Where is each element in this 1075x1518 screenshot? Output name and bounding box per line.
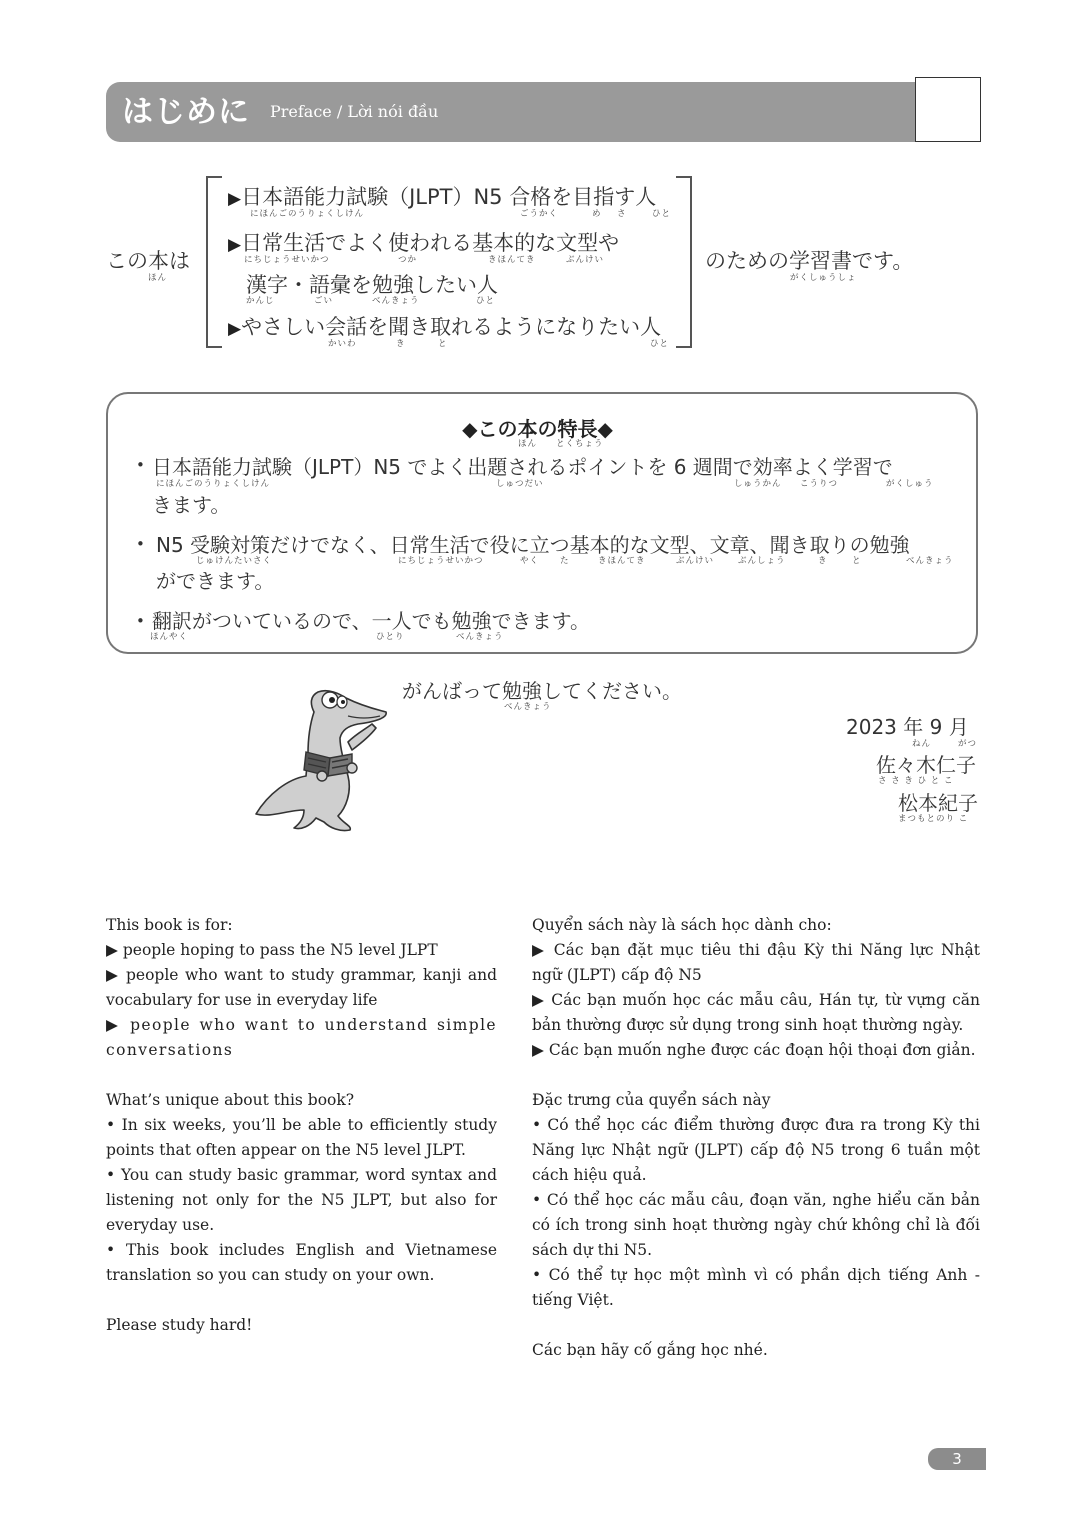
author-2: 松本紀子 (898, 791, 978, 815)
header-corner-box (915, 77, 981, 142)
triangle-marker-icon: ▶ (532, 1041, 544, 1059)
bullet-icon: • (136, 612, 145, 630)
bullet-icon: • (136, 535, 145, 553)
triangle-marker-icon: ▶ (106, 1016, 122, 1034)
bullet-icon: • (106, 1166, 116, 1184)
english-item-2 (106, 963, 497, 1013)
furigana: がつ (958, 739, 978, 749)
page-number: 3 (952, 1450, 962, 1468)
english-unique-1 (106, 1113, 497, 1163)
furigana: ひと (652, 209, 672, 219)
furigana: きほんてき (598, 556, 646, 566)
furigana: た (560, 556, 570, 566)
vietnamese-unique-3 (532, 1263, 980, 1313)
english-unique-text: You can study basic grammar, word syntax and listening not only for the N5 JLPT, but also for everyday use. (106, 1166, 497, 1234)
furigana: べんきょう (456, 632, 504, 642)
feature-item-3-line1: 翻訳がついているので、一人でも勉強できます。 (152, 609, 590, 633)
furigana: にちじょうせいかつ (398, 556, 484, 566)
furigana: ぶんけい (566, 255, 605, 265)
intro-item-text: 日本語能力試験（JLPT）N5 合格を目指す人 (241, 185, 657, 209)
english-column (106, 913, 497, 1338)
author-1: 佐々木仁子 (876, 753, 976, 777)
english-item-1 (106, 938, 497, 963)
furigana: かんじ (246, 296, 275, 306)
furigana: べんきょう (504, 702, 552, 712)
triangle-marker-icon: ▶ (532, 941, 547, 959)
vietnamese-unique-text: Có thể tự học một mình vì có phần dịch tiếng Anh - tiếng Việt. (532, 1266, 980, 1309)
vietnamese-unique-text: Có thể học các mẫu câu, đoạn văn, nghe hiểu căn bản có ích trong sinh hoạt thường ngày chứ không chỉ là đối sách dự thi N5. (532, 1191, 980, 1259)
furigana: にちじょうせいかつ (244, 255, 330, 265)
furigana: まつもとのり こ (898, 814, 969, 824)
date: 2023 年 9 月 (846, 715, 969, 739)
furigana: かいわ (328, 339, 357, 349)
furigana: さ (617, 209, 627, 219)
feature-item-1-line1: 日本語能力試験（JLPT）N5 でよく出題されるポイントを 6 週間で効率よく学習で (152, 455, 893, 479)
vietnamese-item-2 (532, 988, 980, 1038)
furigana: ひと (650, 339, 670, 349)
triangle-marker-icon: ▶ (228, 189, 242, 209)
intro-lead: この本は (106, 249, 190, 273)
bullet-icon: • (106, 1241, 116, 1259)
furigana: と (852, 556, 862, 566)
feature-item-2-line1: N5 受験対策だけでなく、日常生活で役に立つ基本的な文型、文章、聞き取りの勉強 (156, 533, 910, 557)
furigana: と (438, 339, 448, 349)
bullet-icon: • (106, 1116, 116, 1134)
furigana: しゅうかん (734, 479, 782, 489)
furigana: ねん (912, 739, 932, 749)
vietnamese-item-text: Các bạn muốn học các mẫu câu, Hán tự, từ vựng căn bản thường được sử dụng trong sinh hoạt thường ngày. (532, 991, 980, 1034)
page-title: はじめに (122, 94, 250, 130)
triangle-marker-icon: ▶ (228, 319, 242, 339)
furigana: ごい (314, 296, 334, 306)
furigana: ぶんしょう (738, 556, 786, 566)
vietnamese-closing: Các bạn hãy cố gắng học nhé. (532, 1341, 768, 1359)
dinosaur-mascot-illustration (248, 684, 398, 834)
furigana: め (592, 209, 602, 219)
vietnamese-item-text: Các bạn muốn nghe được các đoạn hội thoại đơn giản. (548, 1041, 976, 1059)
vietnamese-unique-heading: Đặc trưng của quyển sách này (532, 1091, 771, 1109)
bullet-icon: • (532, 1116, 542, 1134)
vietnamese-item-3 (532, 1038, 980, 1063)
vietnamese-column (532, 913, 980, 1363)
english-unique-text: This book includes English and Vietnamese translation so you can study on your own. (106, 1241, 497, 1284)
english-item-3 (106, 1013, 497, 1063)
furigana: き (396, 339, 406, 349)
vietnamese-item-1 (532, 938, 980, 988)
furigana: きほんてき (488, 255, 536, 265)
furigana: にほんごのうりょくしけん (156, 479, 271, 489)
closing-message: がんばって勉強してください。 (402, 679, 682, 703)
vietnamese-unique-1 (532, 1113, 980, 1188)
bullet-icon: • (136, 456, 145, 474)
furigana: こうりつ (800, 479, 839, 489)
english-item-text: people who want to study grammar, kanji and vocabulary for use in everyday life (106, 966, 498, 1009)
feature-item-1-line2: きます。 (152, 493, 231, 517)
furigana: がくしゅう (886, 479, 934, 489)
furigana: やく (520, 556, 540, 566)
english-item-text: people who want to understand simple conversations (106, 1016, 498, 1059)
furigana: べんきょう (906, 556, 954, 566)
furigana: ほん (518, 439, 538, 449)
triangle-marker-icon: ▶ (532, 991, 546, 1009)
intro-tail-furigana: がくしゅうしょ (790, 273, 857, 283)
triangle-marker-icon: ▶ (228, 235, 242, 255)
furigana: ごうかく (520, 209, 559, 219)
bullet-icon: • (532, 1266, 542, 1284)
features-title: ◆この本の特長◆ (462, 417, 613, 441)
furigana: ほんやく (150, 632, 189, 642)
english-heading: This book is for: (106, 916, 233, 934)
bracket-right (676, 176, 692, 348)
bracket-left (206, 176, 222, 348)
intro-tail: のための学習書です。 (705, 249, 914, 273)
triangle-marker-icon: ▶ (106, 966, 120, 984)
page-subtitle: Preface / Lời nói đầu (270, 102, 439, 121)
vietnamese-heading: Quyển sách này là sách học dành cho: (532, 916, 832, 934)
furigana: にほんごのうりょくしけん (250, 209, 365, 219)
english-unique-2 (106, 1163, 497, 1238)
furigana: じゅけんたいさく (196, 556, 273, 566)
triangle-marker-icon: ▶ (106, 941, 118, 959)
english-item-text: people hoping to pass the N5 level JLPT (122, 941, 438, 959)
furigana: とくちょう (556, 439, 604, 449)
furigana: さ さ き ひ と こ (878, 776, 954, 786)
furigana: ひと (476, 296, 496, 306)
vietnamese-unique-2 (532, 1188, 980, 1263)
furigana: き (818, 556, 828, 566)
english-unique-heading: What’s unique about this book? (106, 1091, 355, 1109)
bullet-icon: • (532, 1191, 542, 1209)
english-unique-text: In six weeks, you’ll be able to efficiently study points that often appear on the N5 level JLPT. (106, 1116, 497, 1159)
vietnamese-item-text: Các bạn đặt mục tiêu thi đậu Kỳ thi Năng lực Nhật ngữ (JLPT) cấp độ N5 (532, 941, 980, 984)
furigana: べんきょう (372, 296, 420, 306)
furigana: つか (398, 255, 418, 265)
intro-lead-furigana: ほん (148, 273, 168, 283)
vietnamese-unique-text: Có thể học các điểm thường được đưa ra trong Kỳ thi Năng lực Nhật ngữ (JLPT) cấp độ N5 trong 6 tuần một cách hiệu quả. (532, 1116, 980, 1184)
english-unique-3 (106, 1238, 497, 1288)
feature-item-2-line2: ができます。 (156, 569, 275, 593)
furigana: しゅつだい (496, 479, 544, 489)
intro-item-text: 漢字・語彙を勉強したい人 (246, 273, 498, 297)
english-closing: Please study hard! (106, 1316, 253, 1334)
furigana: ぶんけい (676, 556, 715, 566)
furigana: ひとり (376, 632, 405, 642)
intro-item-text: やさしい会話を聞き取れるようになりたい人 (241, 315, 662, 339)
intro-item-text: 日常生活でよく使われる基本的な文型や (241, 231, 620, 255)
